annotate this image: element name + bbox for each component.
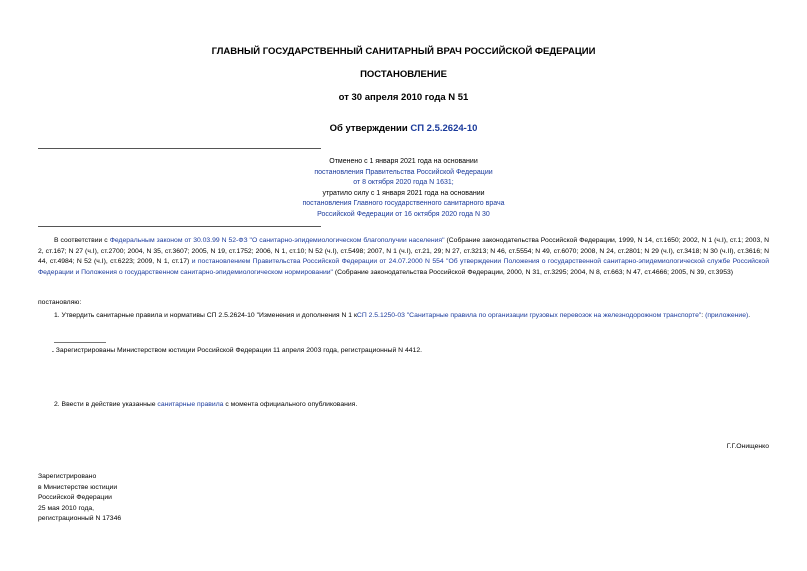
- registration-line: регистрационный N 17346: [38, 515, 122, 523]
- notice-line: Отменено с 1 января 2021 года на основании: [329, 158, 478, 165]
- item-1-text: :: [701, 312, 706, 319]
- item-1-paragraph: [38, 310, 769, 323]
- footnote-text: Зарегистрированы Министерством юстиции Российской Федерации 11 апреля 2003 года, регистрационный N 4412.: [55, 347, 422, 354]
- item-2-text: с момента официального опубликования.: [223, 401, 358, 408]
- registration-line: в Министерстве юстиции: [38, 483, 118, 491]
- preamble-paragraph: [38, 236, 769, 278]
- decree-word: постановляю:: [38, 299, 82, 306]
- signature: Г.Г.Онищенко: [726, 443, 769, 450]
- registration-line: 25 мая 2010 года,: [38, 504, 95, 512]
- footnote-rule: [54, 342, 106, 343]
- preamble-text: (Собрание законодательства Российской Федерации, 1999, N 14, ст.1650; 2002, N 1 (ч.I), ст.1; 2003, N 2, ст.167; N 27 (ч.I), ст.2700; 2004, N 35, ст.3607; 2005, N 19, ст.1752; 2006, N 1, ст.10; N 52 (ч.I), ст.5498; 2007, N 1 (ч.I), ст.21, 29; N 27, ст.3213; N 46, ст.5554; N 49, ст.6070; 2008, N 24, ст.2801; N 29 (ч.I), ст.3418; N 30 (ч.II), ст.3616; N 44, ст.4984; N 52 (ч.I), ст.6223; 2009, N 1, ст.17): [38, 237, 770, 266]
- subject-link[interactable]: СП 2.5.2624-10: [410, 123, 478, 134]
- sp-link[interactable]: СП 2.5.1250-03 "Санитарные правила по организации грузовых перевозок на железнодорожном транспорте": [356, 312, 702, 319]
- registration-line: Зарегистрировано: [38, 473, 97, 480]
- document-type: ПОСТАНОВЛЕНИЕ: [360, 69, 447, 80]
- appendix-link[interactable]: (приложение): [705, 312, 749, 319]
- preamble-text: В соответствии с: [54, 237, 110, 244]
- notice-line: утратило силу с 1 января 2021 года на основании: [322, 189, 485, 197]
- notice-link[interactable]: от 8 октября 2020 года N 1631;: [353, 179, 454, 186]
- item-2-paragraph: [54, 400, 357, 411]
- notice-link[interactable]: Российской Федерации от 16 октября 2020 года N 30: [317, 210, 490, 218]
- issuing-authority: ГЛАВНЫЙ ГОСУДАРСТВЕННЫЙ САНИТАРНЫЙ ВРАЧ РОССИЙСКОЙ ФЕДЕРАЦИИ: [211, 46, 596, 57]
- item-2-text: 2. Ввести в действие указанные: [54, 401, 158, 408]
- registration-block: [38, 472, 121, 525]
- notice-link[interactable]: постановления Правительства Российской Федерации: [314, 168, 493, 176]
- footnote: [52, 346, 422, 357]
- subject-prefix: Об утверждении: [329, 123, 411, 134]
- federal-law-link[interactable]: Федеральным законом от 30.03.99 N 52-ФЗ "О санитарно-эпидемиологическом благополучии населения": [109, 237, 445, 244]
- sanitary-rules-link[interactable]: санитарные правила: [157, 401, 224, 408]
- government-decree-link[interactable]: и постановлением Правительства Российской Федерации от 24.07.2000 N 554 "Об утверждении Положения о государственной санитарно-эпидемиологической службе Российской Федерации и Положения о государственном санитарно-эпидемиологическом нормировании": [38, 258, 770, 276]
- notice-top-rule: [38, 148, 321, 149]
- document-date-number: от 30 апреля 2010 года N 51: [338, 92, 469, 103]
- preamble-text: (Собрание законодательства Российской Федерации, 2000, N 31, ст.3295; 2004, N 8, ст.663; N 47, ст.4666; 2005, N 39, ст.3953): [332, 268, 734, 276]
- registration-line: Российской Федерации: [38, 494, 112, 502]
- item-1-text: 1. Утвердить санитарные правила и нормативы СП 2.5.2624-10 "Изменения и дополнения N 1 к: [54, 312, 357, 319]
- notice-bottom-rule: [38, 226, 321, 227]
- document-subject: [0, 123, 807, 134]
- status-notice: [180, 157, 627, 220]
- item-1-text: .: [748, 312, 751, 319]
- footnote-marker: .: [52, 347, 54, 354]
- notice-link[interactable]: постановления Главного государственного санитарного врача: [302, 200, 505, 207]
